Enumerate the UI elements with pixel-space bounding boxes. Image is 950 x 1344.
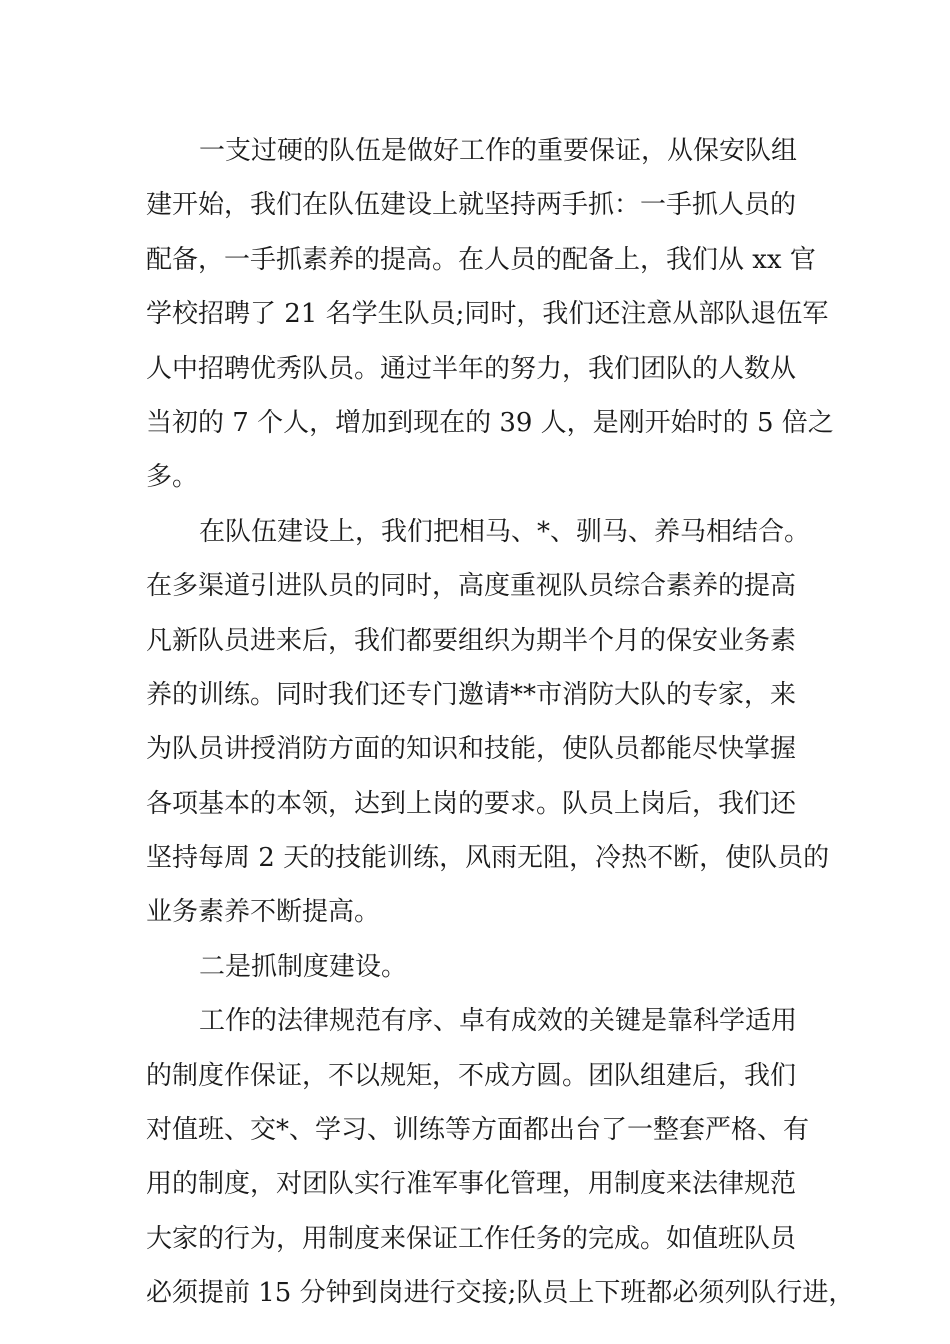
text-line: 人中招聘优秀队员。通过半年的努力，我们团队的人数从 (146, 353, 797, 384)
document-body (146, 124, 855, 1321)
text-line: 凡新队员进来后，我们都要组织为期半个月的保安业务素 (146, 625, 797, 656)
text-line: 工作的法律规范有序、卓有成效的关键是靠科学适用 (199, 1006, 798, 1037)
text-line: 一支过硬的队伍是做好工作的重要保证，从保安队组 (199, 136, 798, 166)
text-line: 的制度作保证，不以规矩，不成方圆。团队组建后，我们 (146, 1060, 797, 1091)
text-line: 学校招聘了 21 名学生队员;同时，我们还注意从部队退伍军 (146, 299, 829, 330)
text-line: 对值班、交*、学习、训练等方面都出台了一整套严格、有 (146, 1115, 810, 1146)
text-line: 在多渠道引进队员的同时，高度重视队员综合素养的提高 (146, 571, 797, 602)
text-line: 养的训练。同时我们还专门邀请**市消防大队的专家，来 (146, 679, 797, 710)
text-line: 大家的行为，用制度来保证工作任务的完成。如值班队员 (146, 1223, 797, 1254)
text-line: 当初的 7 个人，增加到现在的 39 人，是刚开始时的 5 倍之 (146, 407, 834, 438)
text-line: 在队伍建设上，我们把相马、*、驯马、养马相结合。 (199, 516, 811, 547)
text-line: 各项基本的本领，达到上岗的要求。队员上岗后，我们还 (146, 788, 797, 819)
text-line: 多。 (146, 462, 199, 493)
text-line: 建开始，我们在队伍建设上就坚持两手抓：一手抓人员的 (146, 190, 797, 221)
section-heading: 二是抓制度建设。 (199, 951, 408, 982)
text-line: 配备，一手抓素养的提高。在人员的配备上，我们从 xx 官 (146, 244, 816, 275)
text-line: 业务素养不断提高。 (146, 897, 381, 928)
text-line: 为队员讲授消防方面的知识和技能，使队员都能尽快掌握 (146, 734, 797, 765)
text-line: 坚持每周 2 天的技能训练，风雨无阻，冷热不断，使队员的 (146, 843, 830, 874)
text-line: 必须提前 15 分钟到岗进行交接;队员上下班都必须列队行进， (146, 1278, 855, 1309)
text-line: 用的制度，对团队实行准军事化管理，用制度来法律规范 (146, 1169, 797, 1200)
